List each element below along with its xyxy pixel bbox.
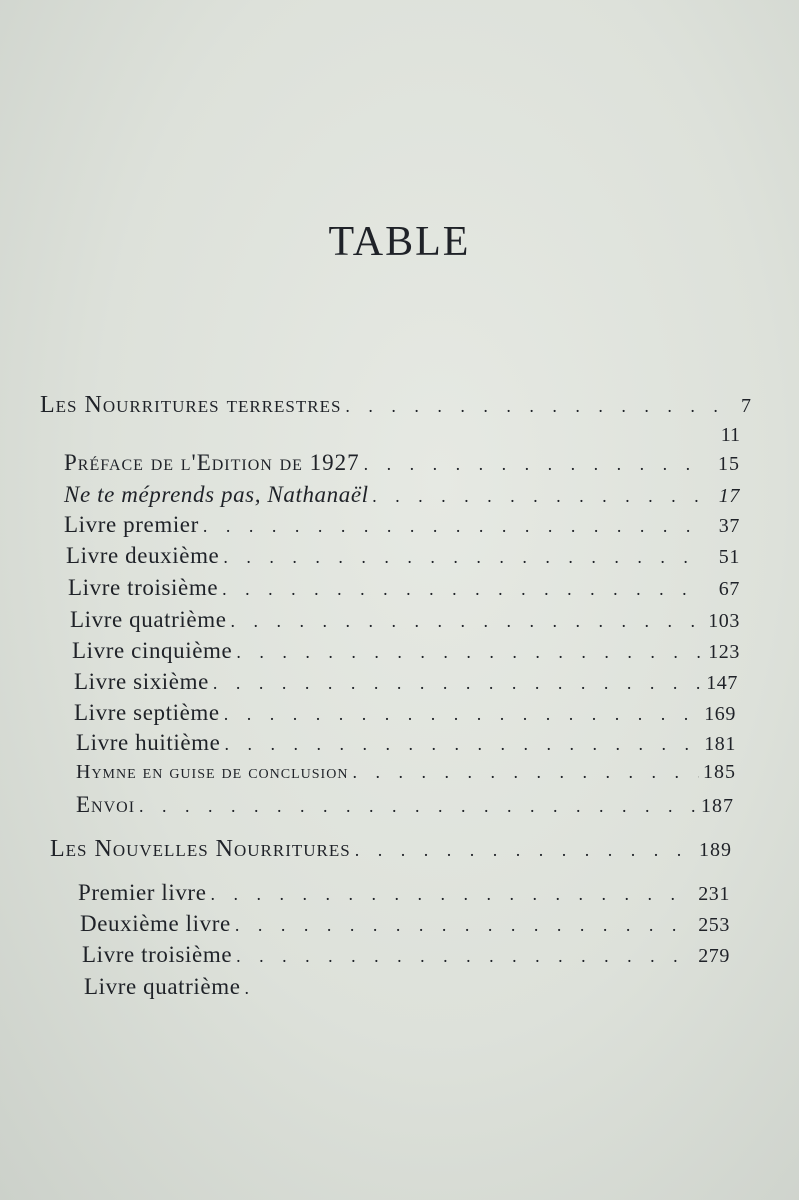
toc-entry[interactable] <box>84 974 284 1000</box>
toc-entry[interactable] <box>76 761 736 784</box>
toc-entry[interactable] <box>70 607 740 633</box>
toc-label: Livre cinquième <box>72 638 233 663</box>
toc-page-number: 123 <box>708 641 740 663</box>
dot-leader <box>224 704 700 725</box>
dot-leader <box>213 673 702 694</box>
toc-page-number: 185 <box>703 761 736 783</box>
toc-entry[interactable] <box>64 512 740 538</box>
toc-entry[interactable] <box>76 730 736 756</box>
toc-page-number: 51 <box>718 546 740 568</box>
toc-label: Livre troisième <box>68 575 219 600</box>
dot-leader <box>203 516 706 537</box>
page-title: TABLE <box>328 219 471 265</box>
toc-label: Livre troisième <box>82 942 233 967</box>
toc-label: Livre septième <box>74 700 220 725</box>
toc-page-number: 187 <box>701 795 734 817</box>
dot-leader <box>364 454 706 475</box>
toc-entry[interactable] <box>64 450 740 476</box>
toc-entry[interactable] <box>74 700 736 726</box>
dot-leader <box>352 762 699 783</box>
toc-label: Deuxième livre <box>80 911 231 936</box>
dot-leader <box>211 884 695 905</box>
dot-leader <box>236 946 694 967</box>
dot-leader <box>139 796 697 817</box>
toc-label: Préface de l'Edition de 1927 <box>64 450 360 475</box>
dot-leader <box>355 840 695 861</box>
toc-page-number: 189 <box>699 839 732 861</box>
dot-leader <box>224 734 700 755</box>
dot-leader <box>236 642 704 663</box>
toc-label: Livre premier <box>64 512 199 537</box>
toc-entry[interactable] <box>64 482 740 508</box>
toc-label: Premier livre <box>78 880 207 905</box>
dot-leader <box>231 611 705 632</box>
toc-page-number: 147 <box>706 672 738 694</box>
toc-section-heading[interactable] <box>40 392 752 419</box>
toc-page-number: 37 <box>718 515 740 537</box>
toc-section-heading[interactable] <box>50 836 732 863</box>
toc-entry[interactable] <box>72 638 740 664</box>
toc-label: Hymne en guise de conclusion <box>76 761 349 783</box>
toc-label: Livre quatrième <box>84 974 241 999</box>
toc-page-number: 17 <box>718 485 740 507</box>
toc-label: Ne te méprends pas, Nathanaël <box>64 482 369 507</box>
dot-leader <box>245 978 259 999</box>
toc-label: Livre quatrième <box>70 607 227 632</box>
toc-label: Livre deuxième <box>66 543 220 568</box>
dot-leader <box>222 579 706 600</box>
toc-label: Les Nourritures terrestres <box>40 392 342 418</box>
toc-page-number: 279 <box>698 945 730 967</box>
dot-leader <box>373 486 706 507</box>
toc-page-number: 7 <box>741 395 752 417</box>
toc-page-number: 11 <box>720 424 740 446</box>
toc-page-number: 169 <box>704 703 736 725</box>
toc-entry[interactable] <box>68 575 740 601</box>
toc-label: Envoi <box>76 792 136 817</box>
dot-leader <box>223 547 706 568</box>
toc-page-number: 67 <box>718 578 740 600</box>
toc-page-number: 15 <box>718 453 740 475</box>
toc-entry[interactable] <box>80 911 730 937</box>
toc-page-number: 181 <box>704 733 736 755</box>
toc-entry[interactable] <box>82 942 730 968</box>
toc-entry[interactable] <box>66 543 740 569</box>
toc-entry[interactable] <box>76 792 734 818</box>
dot-leader <box>345 396 718 417</box>
toc-entry[interactable] <box>74 669 738 695</box>
toc-page-number: 231 <box>698 883 730 905</box>
toc-page-number: 103 <box>708 610 740 632</box>
toc-label: Les Nouvelles Nourritures <box>50 836 351 862</box>
toc-page-number: 253 <box>698 914 730 936</box>
dot-leader <box>235 915 694 936</box>
toc-label: Livre sixième <box>74 669 209 694</box>
toc-entry[interactable] <box>78 880 730 906</box>
toc-label: Livre huitième <box>76 730 221 755</box>
